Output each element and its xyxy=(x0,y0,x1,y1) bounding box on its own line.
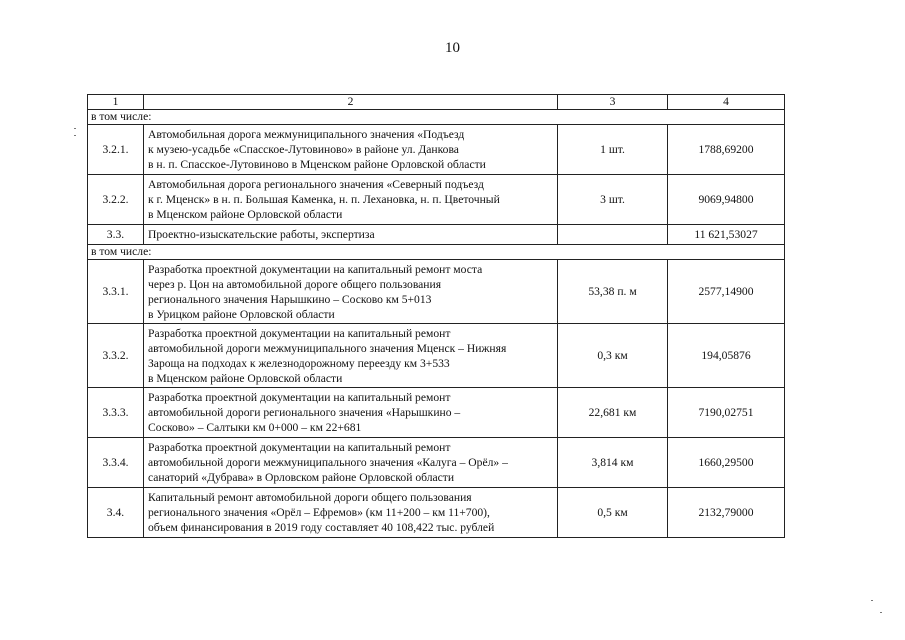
row-description xyxy=(144,225,558,245)
section-subheader: в том числе: xyxy=(88,245,785,260)
row-quantity: 3,814 км xyxy=(558,438,668,488)
row-amount: 1788,69200 xyxy=(668,125,785,175)
row-amount: 11 621,53027 xyxy=(668,225,785,245)
row-number: 3.2.1. xyxy=(88,125,144,175)
description-line: Автомобильная дорога регионального значения «Северный подъезд xyxy=(148,178,484,191)
row-description xyxy=(144,260,558,324)
section-subheader-row xyxy=(88,245,785,260)
works-table xyxy=(87,94,785,538)
row-amount: 2132,79000 xyxy=(668,488,785,538)
scan-speck xyxy=(74,128,76,129)
row-amount: 9069,94800 xyxy=(668,175,785,225)
description-line: Разработка проектной документации на капитальный ремонт моста xyxy=(148,262,483,276)
description-line: Проектно-изыскательские работы, экспертиза xyxy=(148,228,375,241)
table-row xyxy=(88,488,785,538)
row-amount: 194,05876 xyxy=(668,324,785,388)
description-line: регионального значения Нарышкино – Сосково км 5+013 xyxy=(148,292,432,306)
row-description xyxy=(144,324,558,388)
row-description xyxy=(144,125,558,175)
description-line: к г. Мценск» в н. п. Большая Каменка, н. п. Лехановка, н. п. Цветочный xyxy=(148,193,500,206)
row-quantity: 0,5 км xyxy=(558,488,668,538)
table-row xyxy=(88,324,785,388)
row-quantity: 1 шт. xyxy=(558,125,668,175)
description-line: через р. Цон на автомобильной дороге общего пользования xyxy=(148,277,442,291)
row-quantity xyxy=(558,225,668,245)
row-amount: 2577,14900 xyxy=(668,260,785,324)
section-subheader-row xyxy=(88,110,785,125)
description-line: Разработка проектной документации на капитальный ремонт xyxy=(148,326,451,340)
page-number: 10 xyxy=(445,40,460,56)
row-amount: 7190,02751 xyxy=(668,388,785,438)
row-quantity: 0,3 км xyxy=(558,324,668,388)
description-line: санаторий «Дубрава» в Орловском районе Орловской области xyxy=(148,471,455,484)
table-row xyxy=(88,125,785,175)
description-line: регионального значения «Орёл – Ефремов» (км 11+200 – км 11+700), xyxy=(148,506,490,519)
scan-speck xyxy=(880,612,882,613)
column-header-4: 4 xyxy=(668,95,785,110)
row-number: 3.4. xyxy=(88,488,144,538)
table-row xyxy=(88,225,785,245)
description-line: Разработка проектной документации на капитальный ремонт xyxy=(148,391,451,404)
column-header-3: 3 xyxy=(558,95,668,110)
description-line: Зароща на подходах к железнодорожному переезду км 3+533 xyxy=(148,356,450,370)
row-amount: 1660,29500 xyxy=(668,438,785,488)
description-line: автомобильной дороги межмуниципального значения «Калуга – Орёл» – xyxy=(148,456,508,469)
description-line: Сосково» – Салтыки км 0+000 – км 22+681 xyxy=(148,421,362,434)
row-quantity: 53,38 п. м xyxy=(558,260,668,324)
scan-speck xyxy=(871,600,873,601)
description-line: в Мценском районе Орловской области xyxy=(148,371,343,385)
row-description xyxy=(144,488,558,538)
section-subheader: в том числе: xyxy=(88,110,785,125)
table-row xyxy=(88,438,785,488)
description-line: автомобильной дороги межмуниципального значения Мценск – Нижняя xyxy=(148,341,507,355)
row-quantity: 22,681 км xyxy=(558,388,668,438)
column-header-2: 2 xyxy=(144,95,558,110)
scan-speck xyxy=(74,135,76,136)
description-line: в н. п. Спасское-Лутовиново в Мценском районе Орловской области xyxy=(148,158,486,171)
table-header-row xyxy=(88,95,785,110)
row-description xyxy=(144,175,558,225)
description-line: Капитальный ремонт автомобильной дороги общего пользования xyxy=(148,491,472,504)
works-table-body xyxy=(88,95,785,538)
description-line: автомобильной дороги регионального значения «Нарышкино – xyxy=(148,406,461,419)
table-row xyxy=(88,388,785,438)
row-number: 3.2.2. xyxy=(88,175,144,225)
column-header-1: 1 xyxy=(88,95,144,110)
row-number: 3.3.4. xyxy=(88,438,144,488)
row-number: 3.3.3. xyxy=(88,388,144,438)
description-line: объем финансирования в 2019 году составляет 40 108,422 тыс. рублей xyxy=(148,521,495,534)
row-number: 3.3. xyxy=(88,225,144,245)
table-row xyxy=(88,260,785,324)
description-line: в Урицком районе Орловской области xyxy=(148,307,335,321)
row-number: 3.3.2. xyxy=(88,324,144,388)
row-number: 3.3.1. xyxy=(88,260,144,324)
description-line: в Мценском районе Орловской области xyxy=(148,208,343,221)
row-description xyxy=(144,438,558,488)
description-line: Автомобильная дорога межмуниципального значения «Подъезд xyxy=(148,128,465,141)
row-quantity: 3 шт. xyxy=(558,175,668,225)
row-description xyxy=(144,388,558,438)
description-line: Разработка проектной документации на капитальный ремонт xyxy=(148,441,451,454)
description-line: к музею-усадьбе «Спасское-Лутовиново» в районе ул. Данкова xyxy=(148,143,459,156)
table-row xyxy=(88,175,785,225)
